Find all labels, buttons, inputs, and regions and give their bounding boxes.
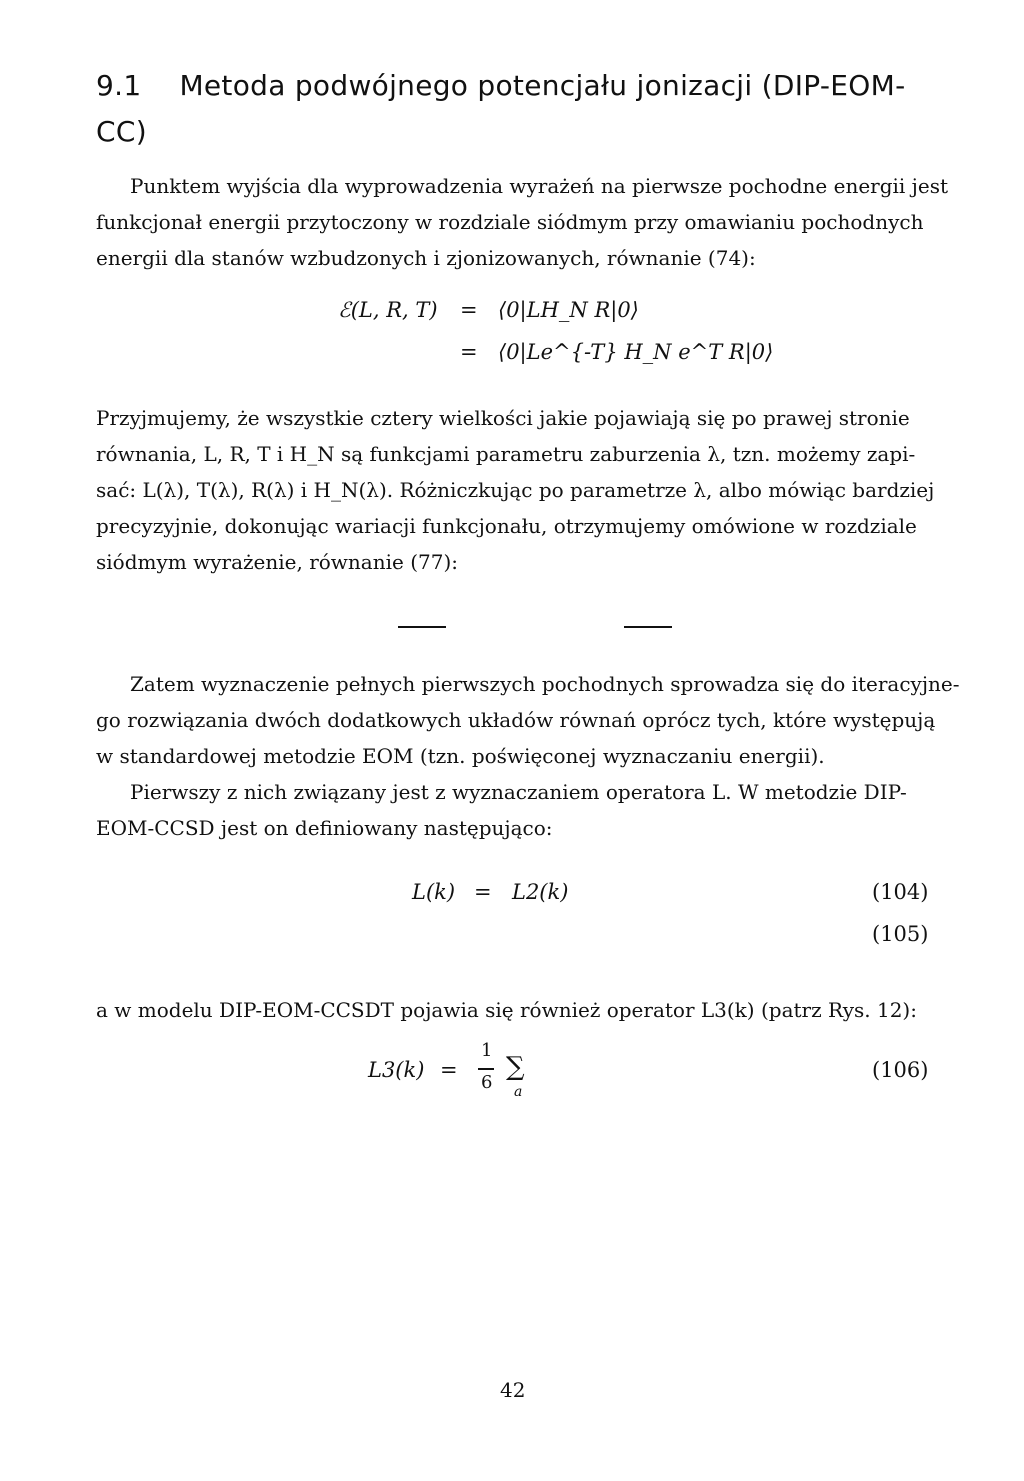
page-number: 42 — [500, 1378, 526, 1402]
eq106-sum-index: a — [514, 1084, 523, 1100]
eq104-lhs: L(k) — [412, 880, 456, 904]
paragraph1-line1: Punktem wyjścia dla wyprowadzenia wyrażeń na pierwsze pochodne energii jest — [130, 174, 949, 198]
eq104-equals: = — [474, 880, 492, 904]
section-number: 9.1 — [96, 69, 142, 102]
equation-rule-right — [624, 626, 672, 628]
eq104-label: (104) — [872, 880, 929, 904]
eq74-rhs1: ⟨0|LH_N R|0⟩ — [498, 298, 639, 322]
paragraph2-line1: Przyjmujemy, że wszystkie cztery wielkości jakie pojawiają się po prawej stronie — [96, 406, 910, 430]
paragraph3-line4: Pierwszy z nich związany jest z wyznaczaniem operatora L. W metodzie DIP- — [130, 780, 907, 804]
section-title-line2: CC) — [96, 115, 147, 148]
eq106-sum-symbol: ∑ — [506, 1052, 525, 1082]
paragraph3-line3: w standardowej metodzie EOM (tzn. poświęconej wyznaczaniu energii). — [96, 744, 825, 768]
eq105-label: (105) — [872, 922, 929, 946]
eq106-label: (106) — [872, 1058, 929, 1082]
paragraph1-line3: energii dla stanów wzbudzonych i zjonizowanych, równanie (74): — [96, 246, 756, 270]
paragraph1-line2: funkcjonał energii przytoczony w rozdziale siódmym przy omawianiu pochodnych — [96, 210, 924, 234]
eq106-equals: = — [440, 1058, 458, 1082]
paragraph4-line1: a w modelu DIP-EOM-CCSDT pojawia się również operator L3(k) (patrz Rys. 12): — [96, 998, 917, 1022]
eq106-fraction-denominator: 6 — [481, 1072, 493, 1093]
paragraph2-line3: sać: L(λ), T(λ), R(λ) i H_N(λ). Różniczkując po parametrze λ, albo mówiąc bardziej — [96, 478, 935, 502]
paragraph3-line2: go rozwiązania dwóch dodatkowych układów równań oprócz tych, które występują — [96, 708, 936, 732]
paragraph3-line1: Zatem wyznaczenie pełnych pierwszych pochodnych sprowadza się do iteracyjne- — [130, 672, 960, 696]
section-title-line1: Metoda podwójnego potencjału jonizacji (DIP-EOM- — [179, 69, 906, 102]
eq106-lhs: L3(k) — [368, 1058, 425, 1082]
paragraph3-line5: EOM-CCSD jest on definiowany następująco: — [96, 816, 553, 840]
eq106-fraction-bar — [478, 1068, 494, 1070]
eq74-rhs2: ⟨0|Le^{-T} H_N e^T R|0⟩ — [498, 340, 774, 364]
eq106-fraction-numerator: 1 — [481, 1040, 493, 1061]
eq104-rhs: L2(k) — [512, 880, 569, 904]
section-heading — [96, 66, 905, 106]
paragraph2-line2: równania, L, R, T i H_N są funkcjami parametru zaburzenia λ, tzn. możemy zapi- — [96, 442, 916, 466]
eq74-lhs: ℰ(L, R, T) — [338, 298, 438, 322]
eq74-equals-2: = — [460, 340, 478, 364]
eq74-equals-1: = — [460, 298, 478, 322]
paragraph2-line4: precyzyjnie, dokonując wariacji funkcjonału, otrzymujemy omówione w rozdziale — [96, 514, 917, 538]
equation-rule-left — [398, 626, 446, 628]
paragraph2-line5: siódmym wyrażenie, równanie (77): — [96, 550, 458, 574]
